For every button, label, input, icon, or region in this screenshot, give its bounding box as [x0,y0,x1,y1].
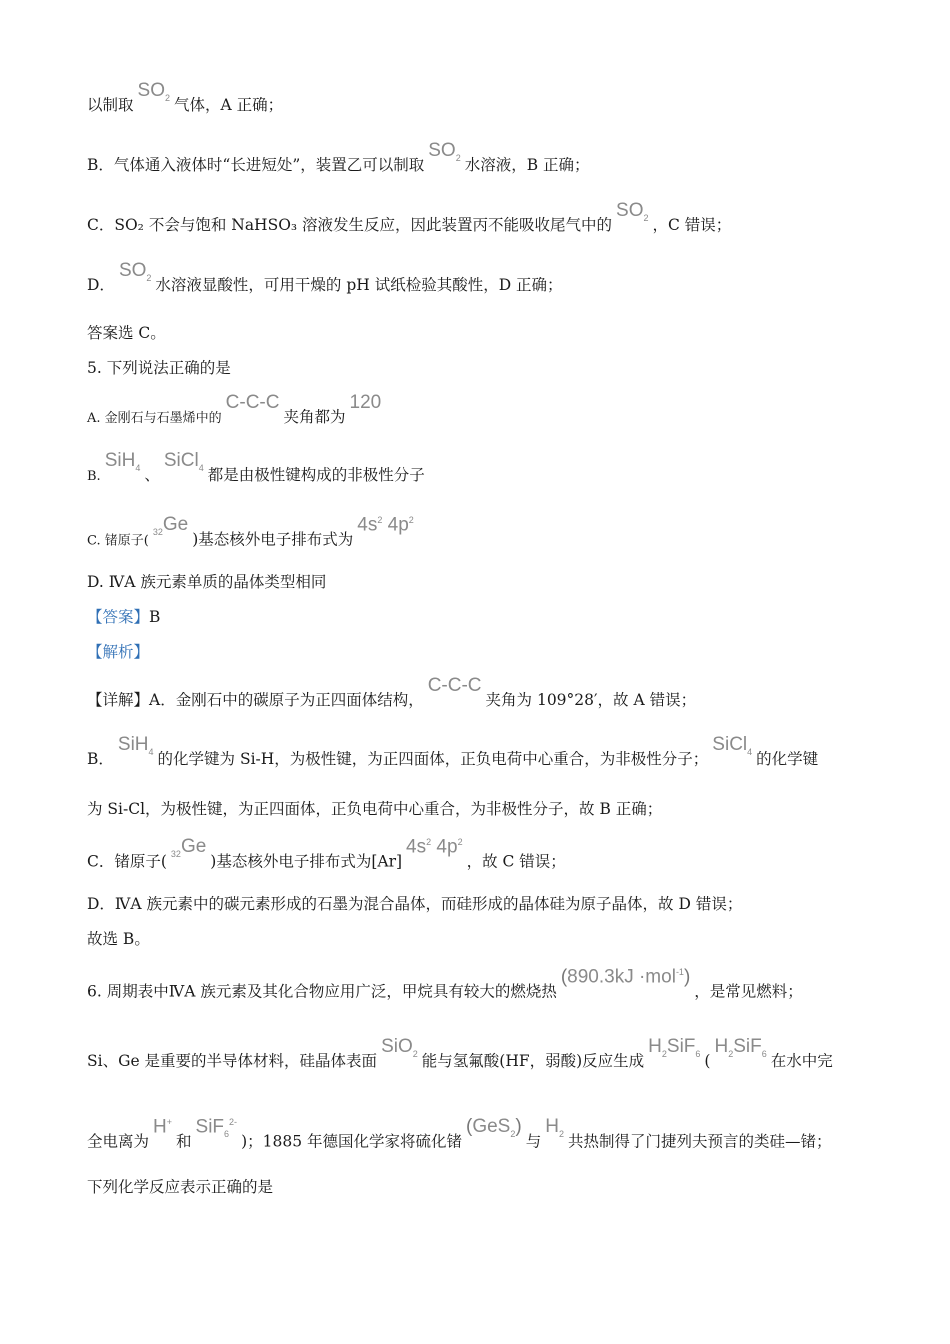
text: 气体，A 正确； [173,96,284,114]
explain-b: B．SiH$_4$ 的化学键为 Si-H，为极性键，为正四面体，正负电荷中心重合，为非极性分子；SiCl$_4$ 的化学键 [87,734,819,768]
option-b: B.SiH$_4$ 、SiCl$_4$ 都是由极性键构成的非极性分子 [87,450,425,484]
formula-config: $4s^2$ $4p^2$ [357,514,414,536]
formula-sio2: SiO$_2$ [381,1036,418,1059]
formula-sih4: SiH$_4$ [117,734,154,757]
formula-so2: $SO_2$ [428,140,461,163]
text: 水溶液显酸性，可用干燥的 pH 试纸检验其酸性，D 正确； [155,276,563,294]
explain-choice: 故选 B。 [87,930,150,948]
explain-b2: 为 Si-Cl，为极性键，为正四面体，正负电荷中心重合，为非极性分子，故 B 正确； [87,800,663,818]
formula-config: $4s^2$ $4p^2$ [406,836,463,858]
formula-sif6: SiF$_6^{2-}$ [195,1116,238,1140]
formula-sih4: SiH$_4$ [104,450,141,473]
formula-ccc: C-C-C [225,392,280,413]
formula-so2: $SO_2$ [118,260,152,283]
formula-h2sif6: $H_2SiF_6$ [648,1036,701,1059]
formula-120: 120 [349,392,382,413]
text: 以制取 [87,96,134,114]
text: ，C 错误； [652,216,732,234]
formula-ccc: C-C-C [427,675,482,696]
answer-tag: 【答案】 [87,608,150,626]
formula-so2: $SO_2$ [137,80,170,103]
formula-sicl4: SiCl$_4$ [712,734,753,757]
option-d: D. ⅣA 族元素单质的晶体类型相同 [87,573,327,591]
answer-line: 答案选 C。 [87,324,166,342]
text-line [87,80,284,122]
analysis-tag: 【解析】 [87,643,150,661]
question-6-line4: 下列化学反应表示正确的是 [87,1178,274,1196]
text-line [87,200,732,242]
formula-ge32: $_{32}$Ge [170,836,207,860]
explain-c: C．锗原子( $_{32}$Ge)基态核外电子排布式为$[Ar]4s^2$ $4p^2$，故 C 错误； [87,846,566,878]
text-line [87,140,590,182]
formula-ge32: $_{32}$Ge [152,514,189,538]
option-c: C. 锗原子$(_{32}Ge)$基态核外电子排布式为$4s^2$ $4p^2$ [87,524,418,556]
explain-a: 【详解】A．金刚石中的碳原子为正四面体结构，C-C-C夹角为 109°28′，故 A 错误； [87,675,697,709]
answer-tag-line: 【答案】B [87,608,161,626]
text: D． [87,276,115,294]
formula-so2: $SO_2$ [616,200,649,223]
option-a: A. 金刚石与石墨烯中的C-C-C夹角都为120 [87,392,382,426]
formula-ges2: (GeS$_2$) [465,1116,522,1140]
analysis-tag-line [87,642,149,662]
formula-h2: $H_2$ [545,1116,564,1140]
question-5-stem: 5. 下列说法正确的是 [87,359,231,377]
formula-h2sif6: $H_2SiF_6$ [714,1036,767,1059]
question-6-line3: 全电离为H+和SiF$_6^{2-}$)；1885 年德国化学家将硫化锗(GeS$_2$)与$H_2$ 共热制得了门捷列夫预言的类硅—锗； [87,1126,831,1158]
text: 水溶液，B 正确； [464,156,590,174]
question-6-line1: 6. 周期表中ⅣA 族元素及其化合物应用广泛，甲烷具有较大的燃烧热(890.3kJ ·mol$^{-1}$)，是常见燃料； [87,976,803,1001]
formula-heat: (890.3kJ ·mol$^{-1}$) [560,966,691,988]
text: B．气体通入液体时“长进短处”，装置乙可以制取 [87,156,425,174]
formula-sicl4: SiCl$_4$ [163,450,204,473]
explain-d: D．ⅣA 族元素中的碳元素形成的石墨为混合晶体，而硅形成的晶体硅为原子晶体，故 D 错误； [87,895,743,913]
text: C．SO₂ 不会与饱和 NaHSO₃ 溶液发生反应，因此装置丙不能吸收尾气中的 [87,216,613,234]
question-6-line2: Si、Ge 是重要的半导体材料，硅晶体表面SiO$_2$ 能与氢氟酸(HF，弱酸)反应生成$H_2SiF_6$ ($H_2SiF_6$ 在水中完 [87,1036,833,1070]
text-line [87,260,563,302]
formula-h-plus: H+ [153,1116,173,1138]
